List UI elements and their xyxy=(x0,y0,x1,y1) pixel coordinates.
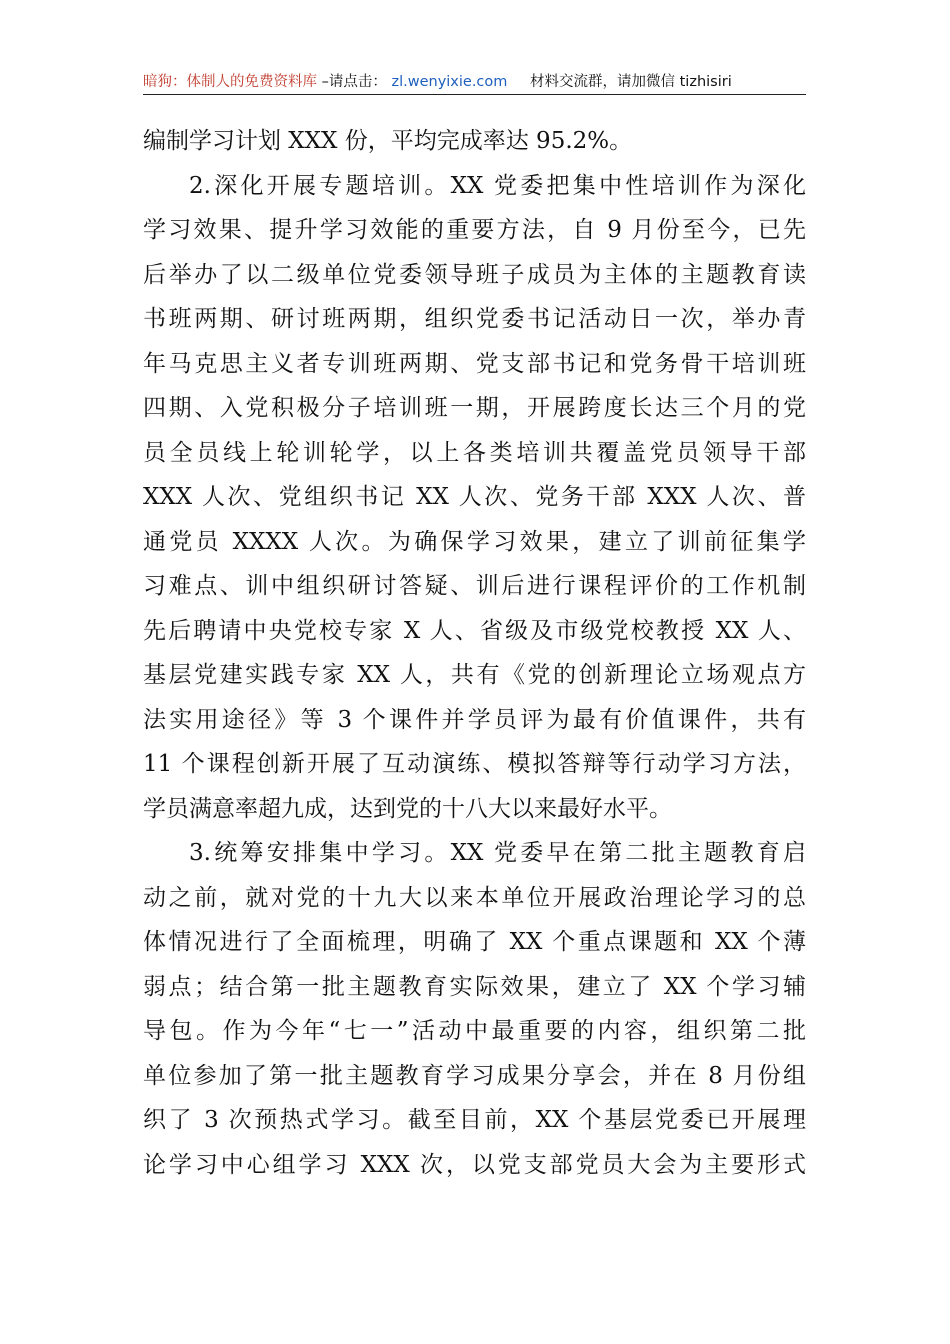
paragraph-line: 员全员线上轮训轮学，以上各类培训共覆盖党员领导干部 xyxy=(143,439,806,466)
page-header xyxy=(143,70,806,95)
paragraph-line: XXX 人次、党组织书记 XX 人次、党务干部 XXX 人次、普 xyxy=(143,484,806,510)
header-wechat-note: 材料交流群，请加微信 tizhisiri xyxy=(530,74,732,90)
paragraph-line: 3.统筹安排集中学习。XX 党委早在第二批主题教育启 xyxy=(189,840,806,866)
paragraph-line: 编制学习计划 XXX 份，平均完成率达 95.2%。 xyxy=(143,128,633,154)
paragraph-line: 导包。作为今年“七一”活动中最重要的内容，组织第二批 xyxy=(143,1018,806,1044)
header-click-prefix: –请点击： xyxy=(321,74,387,90)
paragraph-line: 后举办了以二级单位党委领导班子成员为主体的主题教育读 xyxy=(143,261,806,288)
paragraph-line: 单位参加了第一批主题教育学习成果分享会，并在 8 月份组 xyxy=(143,1062,806,1089)
paragraph-line: 通党员 XXXX 人次。为确保学习效果，建立了训前征集学 xyxy=(143,528,806,555)
paragraph-line: 11 个课程创新开展了互动演练、模拟答辩等行动学习方法， xyxy=(143,751,806,777)
paragraph-line: 织了 3 次预热式学习。截至目前，XX 个基层党委已开展理 xyxy=(143,1107,806,1133)
paragraph-line: 四期、入党积极分子培训班一期，开展跨度长达三个月的党 xyxy=(143,395,806,421)
paragraph-2-specialized-training xyxy=(143,164,806,832)
paragraph-line: 法实用途径》等 3 个课件并学员评为最有价值课件，共有 xyxy=(143,706,806,733)
paragraph-3-centralized-study xyxy=(143,831,806,1187)
header-url-link[interactable]: zl.wenyixie.com xyxy=(391,74,508,90)
paragraph-1 xyxy=(143,119,806,164)
paragraph-line: 先后聘请中央党校专家 X 人、省级及市级党校教授 XX 人、 xyxy=(143,617,806,644)
paragraph-line: 学员满意率超九成，达到党的十八大以来最好水平。 xyxy=(143,795,672,822)
paragraph-line: 论学习中心组学习 XXX 次，以党支部党员大会为主要形式 xyxy=(143,1151,806,1178)
paragraph-line: 动之前，就对党的十九大以来本单位开展政治理论学习的总 xyxy=(143,884,806,911)
paragraph-line: 学习效果、提升学习效能的重要方法，自 9 月份至今，已先 xyxy=(143,217,806,243)
document-body xyxy=(143,119,806,1187)
paragraph-line: 习难点、训中组织研讨答疑、训后进行课程评价的工作机制 xyxy=(143,573,806,599)
paragraph-line: 体情况进行了全面梳理，明确了 XX 个重点课题和 XX 个薄 xyxy=(143,929,806,955)
paragraph-line: 2.深化开展专题培训。XX 党委把集中性培训作为深化 xyxy=(189,172,806,199)
paragraph-line: 基层党建实践专家 XX 人，共有《党的创新理论立场观点方 xyxy=(143,662,806,688)
paragraph-line: 书班两期、研讨班两期，组织党委书记活动日一次，举办青 xyxy=(143,306,806,332)
paragraph-line: 弱点；结合第一批主题教育实际效果，建立了 XX 个学习辅 xyxy=(143,973,806,1000)
header-brand: 暗狗：体制人的免费资料库 xyxy=(143,74,317,90)
paragraph-line: 年马克思主义者专训班两期、党支部书记和党务骨干培训班 xyxy=(143,350,806,377)
